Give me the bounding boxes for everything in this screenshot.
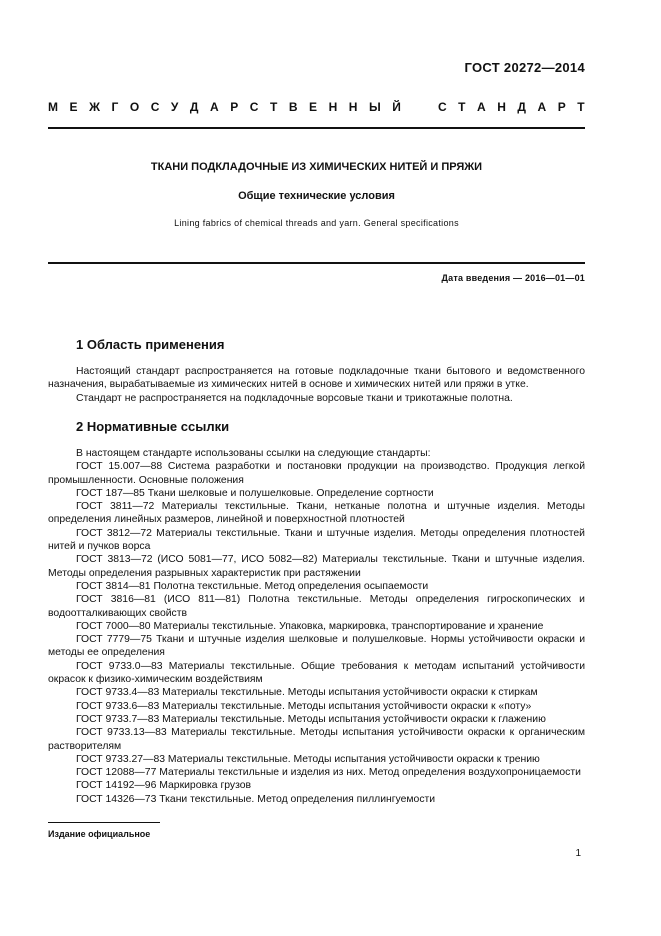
- header-rule: [48, 127, 585, 129]
- reference-item: ГОСТ 7000—80 Материалы текстильные. Упаковка, маркировка, транспортирование и хранение: [76, 620, 544, 632]
- banner-letter: А: [477, 100, 486, 114]
- banner-letter: С: [249, 100, 259, 114]
- banner-letter: А: [209, 100, 219, 114]
- reference-item: ГОСТ 9733.0—83 Материалы текстильные. Общие требования к методам испытаний устойчивости окрасок к физико-химическим воздействиям: [48, 660, 585, 686]
- banner-letter: Р: [557, 100, 566, 114]
- banner-letter: Ы: [368, 100, 381, 114]
- document-number: ГОСТ 20272—2014: [464, 60, 585, 75]
- banner-letter: У: [170, 100, 179, 114]
- banner-letter: С: [150, 100, 160, 114]
- banner-letter: Е: [309, 100, 318, 114]
- section-1-paragraph: Стандарт не распространяется на подкладочные ворсовые ткани и трикотажные полотна.: [76, 392, 513, 404]
- banner-letter: В: [288, 100, 298, 114]
- banner-letter: А: [537, 100, 547, 114]
- banner-letter: Д: [517, 100, 526, 114]
- banner-letter: Р: [230, 100, 239, 114]
- banner-letter: М: [48, 100, 58, 114]
- section-2-heading: 2 Нормативные ссылки: [76, 419, 230, 434]
- reference-item: ГОСТ 12088—77 Материалы текстильные и изделия из них. Метод определения воздухопроницаемости: [76, 767, 581, 779]
- banner-letter: Ж: [89, 100, 100, 114]
- normative-references: [48, 447, 585, 806]
- english-title: Lining fabrics of chemical threads and yarn. General specifications: [174, 218, 459, 228]
- banner-letter: С: [437, 100, 447, 114]
- banner-letter: Н: [497, 100, 506, 114]
- footer-rule: [48, 822, 160, 823]
- reference-item: ГОСТ 3812—72 Материалы текстильные. Ткани и штучные изделия. Методы определения плотностей нитей и пучков ворса: [48, 527, 585, 553]
- banner-letter: Д: [189, 100, 199, 114]
- reference-item: ГОСТ 187—85 Ткани шелковые и полушелковые. Определение сортности: [76, 487, 434, 499]
- reference-item: ГОСТ 9733.7—83 Материалы текстильные. Методы испытания устойчивости окраски к глажению: [76, 713, 546, 725]
- interstate-standard-banner: [48, 100, 585, 114]
- banner-letter: Т: [269, 100, 278, 114]
- banner-letter: [412, 100, 426, 114]
- document-subtitle: Общие технические условия: [238, 190, 395, 202]
- reference-item: ГОСТ 9733.13—83 Материалы текстильные. Методы испытания устойчивости окраски к органическим растворителям: [48, 727, 585, 752]
- official-edition-label: Издание официальное: [48, 829, 151, 839]
- reference-item: ГОСТ 9733.4—83 Материалы текстильные. Методы испытания устойчивости окраски к стиркам: [76, 687, 538, 699]
- banner-letter: Т: [577, 100, 585, 114]
- reference-item: ГОСТ 9733.27—83 Материалы текстильные. Методы испытания устойчивости окраски к трению: [76, 753, 540, 765]
- banner-letter: Н: [328, 100, 338, 114]
- reference-item: ГОСТ 15.007—88 Система разработки и постановки продукции на производство. Продукция легкой промышленности. Основные положения: [48, 461, 585, 486]
- reference-item: ГОСТ 14192—96 Маркировка грузов: [76, 780, 252, 792]
- reference-item: ГОСТ 3811—72 Материалы текстильные. Ткани, нетканые полотна и штучные изделия. Методы определения линейных размеров, линейной и поверхностной плотностей: [48, 501, 585, 526]
- section-1-heading: 1 Область применения: [76, 337, 225, 352]
- banner-letter: Е: [69, 100, 78, 114]
- reference-item: ГОСТ 7779—75 Ткани и штучные изделия шелковые и полушелковые. Нормы устойчивости окраски и методы ее определения: [48, 634, 585, 659]
- section-1-body: [48, 365, 585, 405]
- reference-item: ГОСТ 14326—73 Ткани текстильные. Метод определения пиллингуемости: [76, 793, 436, 805]
- page-number: 1: [575, 848, 581, 859]
- introduction-date: Дата введения — 2016—01—01: [441, 273, 585, 283]
- banner-letter: Й: [392, 100, 401, 114]
- section-1-paragraph: Настоящий стандарт распространяется на готовые подкладочные ткани бытового и ведомственного назначения, вырабатываемые из химических нитей в основе и химических нитей или пряжи в утке.: [48, 366, 585, 391]
- banner-letter: Т: [458, 100, 466, 114]
- reference-item: ГОСТ 3814—81 Полотна текстильные. Метод определения осыпаемости: [76, 580, 429, 592]
- document-title: ТКАНИ ПОДКЛАДОЧНЫЕ ИЗ ХИМИЧЕСКИХ НИТЕЙ И ПРЯЖИ: [150, 161, 483, 173]
- banner-letter: Н: [348, 100, 358, 114]
- reference-item: ГОСТ 3816—81 (ИСО 811—81) Полотна текстильные. Методы определения гигроскопических и водоотталкивающих свойств: [48, 594, 585, 619]
- banner-letter: О: [129, 100, 140, 114]
- banner-letter: Г: [111, 100, 119, 114]
- reference-item: ГОСТ 3813—72 (ИСО 5081—77, ИСО 5082—82) Материалы текстильные. Ткани и штучные изделия. Методы определения разрывных характеристик при растяжении: [48, 554, 585, 579]
- reference-item: ГОСТ 9733.6—83 Материалы текстильные. Методы испытания устойчивости окраски к «поту»: [76, 700, 532, 712]
- references-intro: В настоящем стандарте использованы ссылки на следующие стандарты:: [76, 448, 431, 459]
- title-rule: [48, 262, 585, 264]
